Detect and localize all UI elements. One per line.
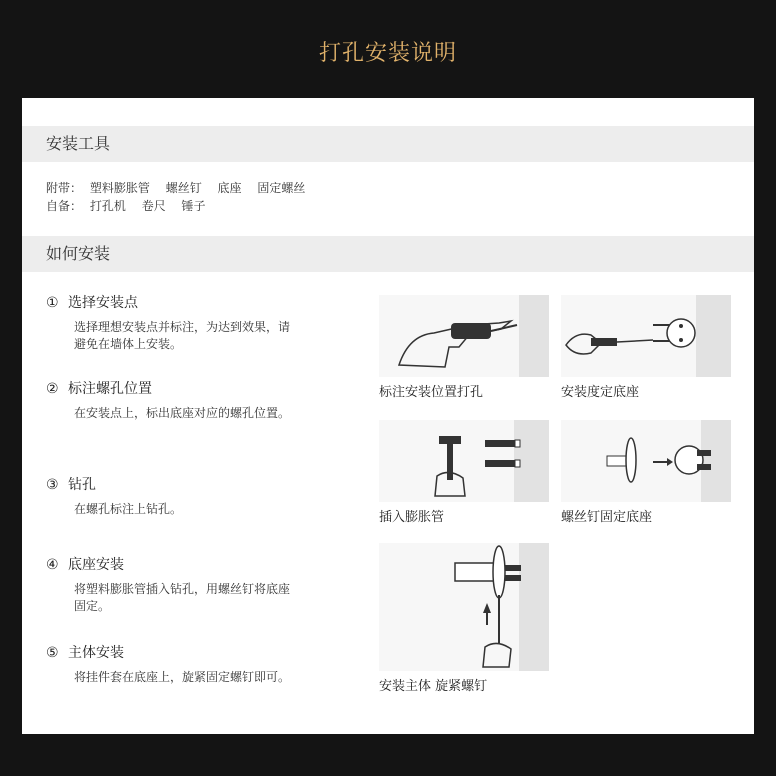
drill-illustration-icon: [379, 295, 549, 377]
figure-drill: [379, 295, 549, 400]
step-number: ②: [46, 381, 59, 397]
screw-base-illustration-icon: [561, 420, 731, 502]
figure-caption: 安装度定底座: [561, 385, 640, 400]
figure-screwdriver: [561, 295, 731, 400]
self-item: 打孔机: [89, 199, 126, 213]
included-item: 螺丝钉: [165, 181, 202, 195]
install-section-header: 如何安装: [22, 236, 754, 272]
figure-caption: 安装主体 旋紧螺钉: [379, 679, 488, 694]
step-description: 选择理想安装点并标注，为达到效果，请避免在墙体上安装。: [74, 320, 291, 351]
step-description: 在安装点上，标出底座对应的螺孔位置。: [74, 406, 291, 420]
included-item: 底座: [217, 181, 242, 195]
step-number: ①: [46, 295, 59, 311]
install-step: [46, 292, 346, 353]
self-tools-line: [46, 197, 218, 214]
step-title: 标注螺孔位置: [68, 381, 152, 397]
step-number: ⑤: [46, 645, 59, 661]
step-number: ③: [46, 477, 59, 493]
self-item: 锤子: [181, 199, 206, 213]
included-item: 固定螺丝: [257, 181, 306, 195]
step-title: 钻孔: [68, 477, 96, 493]
figure-hammer: [379, 420, 549, 525]
figure-hex-key: [379, 543, 549, 694]
install-step: [46, 378, 346, 422]
tools-section-header: 安装工具: [22, 126, 754, 162]
step-description: 在螺孔标注上钻孔。: [74, 502, 183, 516]
step-description: 将挂件套在底座上，旋紧固定螺钉即可。: [74, 670, 291, 684]
step-title: 选择安装点: [68, 295, 138, 311]
install-step: [46, 554, 346, 615]
figure-screw-base: [561, 420, 731, 525]
included-tools-line: [46, 179, 317, 196]
instruction-panel: [22, 98, 754, 734]
screwdriver-base-illustration-icon: [561, 295, 731, 377]
figure-caption: 螺丝钉固定底座: [561, 510, 653, 525]
self-label: 自备：: [46, 199, 83, 213]
step-title: 底座安装: [68, 557, 124, 573]
step-title: 主体安装: [68, 645, 124, 661]
self-item: 卷尺: [141, 199, 166, 213]
included-item: 塑料膨胀管: [89, 181, 150, 195]
step-number: ④: [46, 557, 59, 573]
hammer-anchor-illustration-icon: [379, 420, 549, 502]
hex-key-body-illustration-icon: [379, 543, 549, 671]
install-step: [46, 642, 346, 686]
included-label: 附带：: [46, 181, 83, 195]
figure-caption: 插入膨胀管: [379, 510, 445, 525]
figure-caption: 标注安装位置打孔: [379, 385, 484, 400]
page-title: 打孔安装说明: [318, 41, 457, 66]
install-step: [46, 474, 346, 518]
step-description: 将塑料膨胀管插入钻孔，用螺丝钉将底座固定。: [74, 582, 291, 613]
